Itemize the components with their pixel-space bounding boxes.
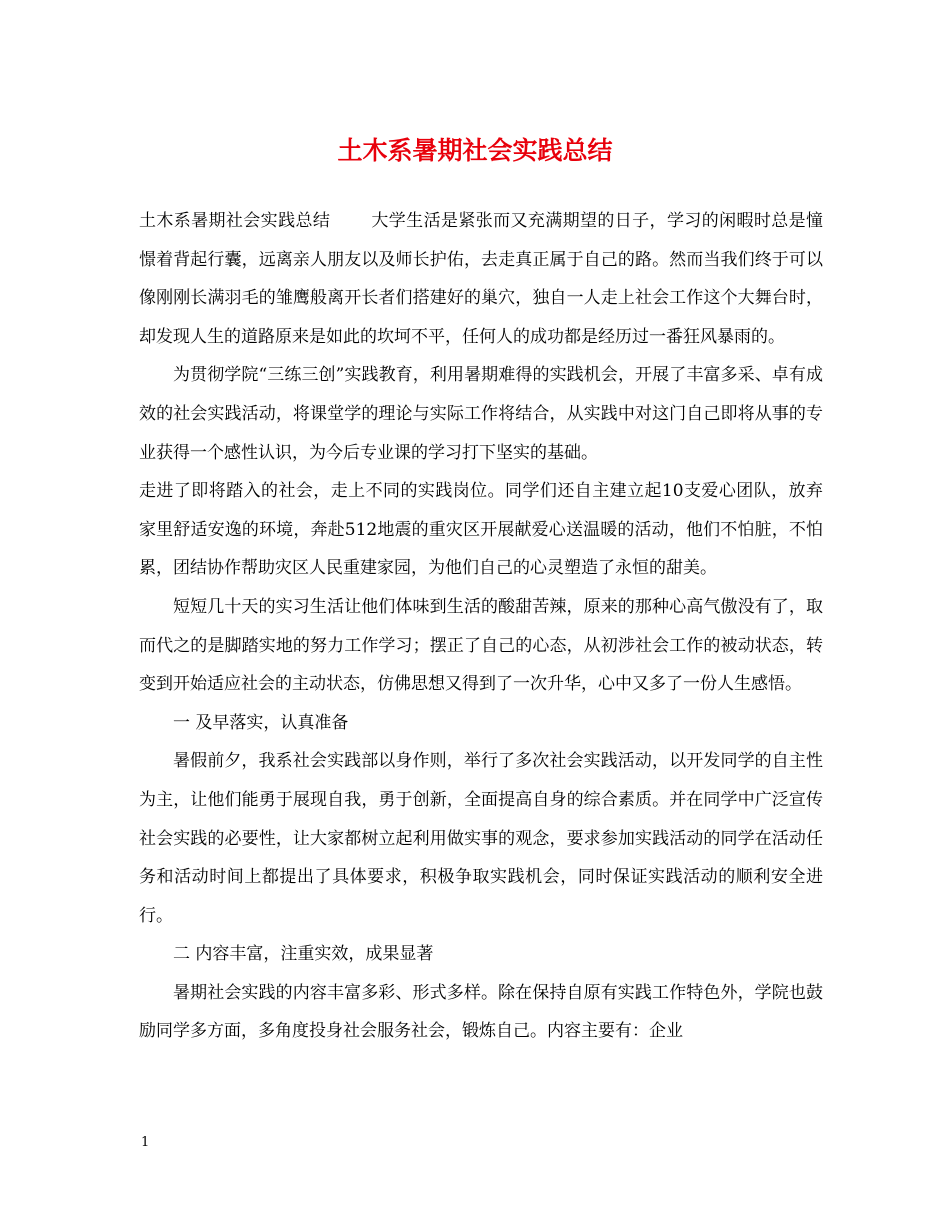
- page-number: 1: [141, 1135, 150, 1150]
- paragraph-6: 暑期社会实践的内容丰富多彩、形式多样。除在保持自原有实践工作特色外，学院也鼓励同学多方面，多角度投身社会服务社会，锻炼自己。内容主要有：企业: [139, 982, 823, 1042]
- paragraph-2: 为贯彻学院“三练三创”实践教育，利用暑期难得的实践机会，开展了丰富多采、卓有成效的社会实践活动，将课堂学的理论与实际工作将结合，从实践中对这门自己即将从事的专业获得一个感性认识，为今后专业课的学习打下坚实的基础。: [139, 365, 823, 463]
- section-heading-1: 一 及早落实，认真准备: [173, 712, 349, 733]
- paragraph-4: 短短几十天的实习生活让他们体味到生活的酸甜苦辣，原来的那种心高气傲没有了，取而代之的是脚踏实地的努力工作学习；摆正了自己的心态，从初涉社会工作的被动状态，转变到开始适应社会的主动状态，仿佛思想又得到了一次升华，心中又多了一份人生感悟。: [139, 596, 823, 695]
- section-heading-2: 二 内容丰富，注重实效，成果显著: [173, 944, 434, 965]
- paragraph-5: 暑假前夕，我系社会实践部以身作则，举行了多次社会实践活动，以开发同学的自主性为主，让他们能勇于展现自我，勇于创新，全面提高自身的综合素质。并在同学中广泛宣传社会实践的必要性，让大家都树立起利用做实事的观念，要求参加实践活动的同学在活动任务和活动时间上都提出了具体要求，积极争取实践机会，同时保证实践活动的顺利安全进行。: [139, 751, 823, 926]
- document-body: [139, 202, 823, 1051]
- lead-heading: 土木系暑期社会实践总结: [139, 211, 331, 231]
- paragraph-1-text: 大学生活是紧张而又充满期望的日子，学习的闲暇时总是憧憬着背起行囊，远离亲人朋友以及师长护佑，去走真正属于自己的路。然而当我们终于可以像刚刚长满羽毛的雏鹰般离开长者们搭建好的巢穴，独自一人走上社会工作这个大舞台时，却发现人生的道路原来是如此的坎坷不平，任何人的成功都是经历过一番狂风暴雨的。: [139, 211, 824, 347]
- paragraph-3: 走进了即将踏入的社会，走上不同的实践岗位。同学们还自主建立起10支爱心团队，放弃家里舒适安逸的环境，奔赴512地震的重灾区开展献爱心送温暖的活动，他们不怕脏，不怕累，团结协作帮助灾区人民重建家园，为他们自己的心灵塑造了永恒的甜美。: [139, 481, 823, 579]
- paragraph-1: [139, 202, 823, 356]
- document-title: 土木系暑期社会实践总结: [337, 136, 613, 165]
